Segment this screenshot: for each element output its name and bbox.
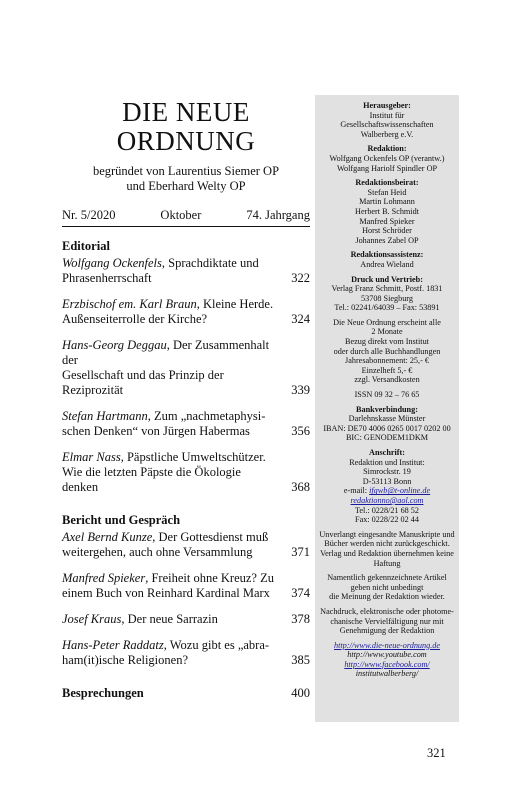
- toc-title-cont: Phrasenherrschaft: [62, 271, 152, 285]
- toc-page: 378: [291, 612, 310, 626]
- imprint-line: Bücher werden nicht zurückgeschickt.: [324, 539, 450, 549]
- toc-title-cont: schen Denken“ von Jürgen Habermas: [62, 424, 250, 438]
- toc-title: , Päpstliche Umweltschützer.: [120, 450, 266, 464]
- druck-lines: [318, 284, 456, 313]
- imprint-line: Herbert B. Schmidt: [355, 206, 419, 216]
- email-link-2[interactable]: redaktionno@aol.com: [350, 495, 424, 505]
- imprint-line: zzgl. Versandkosten: [354, 375, 420, 385]
- imprint-line: Gesellschaftswissenschaften: [340, 120, 434, 130]
- imprint-line: oder durch alle Buchhandlungen: [333, 346, 441, 356]
- imprint-line: Walberberg e.V.: [360, 129, 414, 139]
- imprint-line: Namentlich gekennzeichnete Artikel: [327, 573, 447, 583]
- imprint-line: Tel.: 0228/21 68 52: [354, 505, 419, 515]
- note-manuscripts: [318, 530, 456, 568]
- toc-title-cont: weitergehen, auch ohne Versammlung: [62, 545, 253, 559]
- erscheinung-lines: [318, 318, 456, 385]
- issue-month: Oktober: [160, 208, 202, 222]
- facebook-link[interactable]: http://www.facebook.com/: [344, 659, 430, 669]
- imprint-line: Redaktion und Institut:: [349, 457, 425, 467]
- imprint-line: Verlag Franz Schmitt, Postf. 1831: [331, 284, 443, 294]
- redaktion-label: Redaktion:: [367, 144, 407, 154]
- druck-label: Druck und Vertrieb:: [351, 274, 423, 284]
- imprint-line: Andrea Wieland: [360, 259, 414, 269]
- redaktion-lines: [318, 154, 456, 173]
- imprint-line: Die Neue Ordnung erscheint alle: [333, 317, 441, 327]
- toc-entry: [62, 256, 310, 286]
- toc-entry-besprechungen: Besprechungen 400: [62, 686, 310, 700]
- note-reprint: [318, 607, 456, 636]
- toc-title: , Zum „nachmetaphysi-: [147, 409, 266, 423]
- toc-entry: [62, 612, 310, 627]
- note-opinion: [318, 573, 456, 602]
- toc-entry: [62, 450, 310, 495]
- bericht-entries: [62, 530, 310, 668]
- imprint-line: D-53113 Bonn: [362, 476, 412, 486]
- toc-title: , Freiheit ohne Kreuz? Zu: [145, 571, 274, 585]
- toc-title-cont: Gesellschaft und das Prinzip der Reziprozität: [62, 368, 224, 397]
- imprint-line: Bezug direkt vom Institut: [345, 337, 429, 347]
- imprint-line: die Meinung der Redaktion wieder.: [329, 592, 445, 602]
- toc-page: 322: [291, 271, 310, 285]
- imprint-line: Wolfgang Hariolf Spindler OP: [336, 163, 438, 173]
- imprint-line: Fax: 0228/22 02 44: [355, 515, 419, 525]
- facebook-link-cont[interactable]: institutwalberberg/: [355, 669, 419, 679]
- bank-label: Bankverbindung:: [356, 404, 418, 414]
- toc-title: , Sprachdiktate und: [161, 256, 259, 270]
- imprint-line: BIC: GENODEM1DKM: [345, 433, 429, 443]
- imprint-line: Nachdruck, elektronische oder photome-: [320, 606, 454, 616]
- herausgeber-label: Herausgeber:: [363, 101, 411, 110]
- imprint-line: geben nicht unbedingt: [350, 582, 424, 592]
- toc-title: , Kleine Herde.: [196, 297, 274, 311]
- imprint-line: chanische Vervielfältigung nur mit: [330, 616, 444, 626]
- toc-title: , Der neue Sarrazin: [121, 612, 218, 626]
- toc-title-cont: ham(it)ische Religionen?: [62, 653, 189, 667]
- issue-number: Nr. 5/2020: [62, 208, 116, 222]
- toc-entry: [62, 409, 310, 439]
- website-link[interactable]: http://www.die-neue-ordnung.de: [334, 640, 440, 650]
- imprint-line: Johannes Zabel OP: [355, 235, 419, 245]
- beirat-lines: [318, 188, 456, 246]
- imprint-line: Stefan Heid: [367, 187, 407, 197]
- toc-title-cont: Außenseiterrolle der Kirche?: [62, 312, 208, 326]
- imprint-line: Martin Lohmann: [359, 197, 415, 207]
- toc-author: Elmar Nass: [62, 450, 121, 464]
- email-link-1[interactable]: ifgwb@t-online.de: [369, 486, 431, 496]
- toc-author: Stefan Hartmann: [62, 409, 148, 423]
- imprint-line: IBAN: DE70 4006 0265 0017 0202 00: [323, 423, 451, 433]
- section-heading-bericht: Bericht und Gespräch: [62, 513, 181, 527]
- toc-title-cont: Wie die letzten Päpste die Ökologie denken: [62, 465, 241, 494]
- imprint-line: 53708 Siegburg: [361, 293, 413, 303]
- toc-author: Hans-Peter Raddatz: [62, 638, 164, 652]
- imprint-line: 2 Monate: [371, 327, 403, 337]
- toc-title: , Der Gottesdienst muß: [152, 530, 269, 544]
- toc-entry: [62, 297, 310, 327]
- toc-page: 339: [291, 383, 310, 397]
- toc-entry: [62, 338, 310, 398]
- imprint-line: Jahresabonnement: 25,- €: [345, 356, 429, 366]
- toc-page: 374: [291, 586, 310, 600]
- toc-entry: [62, 530, 310, 560]
- toc-author: Hans-Georg Deggau: [62, 338, 167, 352]
- toc-author: Manfred Spieker: [62, 571, 146, 585]
- toc-entry: [62, 638, 310, 668]
- youtube-link[interactable]: http://www.youtube.com: [347, 650, 427, 660]
- herausgeber-lines: [318, 111, 456, 140]
- imprint-line: Institut für: [369, 110, 405, 120]
- bank-lines: [318, 414, 456, 443]
- toc-title-cont: einem Buch von Reinhard Kardinal Marx: [62, 586, 270, 600]
- beirat-label: Redaktionsbeirat:: [355, 178, 419, 188]
- anschrift-label: Anschrift:: [369, 448, 405, 457]
- assistenz-lines: [318, 260, 456, 270]
- table-of-contents-column: [62, 98, 310, 701]
- page-number: 321: [427, 746, 446, 760]
- journal-title: DIE NEUE ORDNUNG: [116, 97, 256, 156]
- imprint-line: Verlag und Redaktion übernehmen keine: [320, 548, 454, 558]
- imprint-line: Unverlangt eingesandte Manuskripte und: [319, 529, 455, 539]
- imprint-line: Genehmigung der Redaktion: [339, 626, 435, 636]
- toc-author: Axel Bernd Kunze: [62, 530, 153, 544]
- issue-volume: 74. Jahrgang: [246, 208, 310, 222]
- section-heading-editorial: Editorial: [62, 239, 110, 253]
- toc-author: Wolfgang Ockenfels: [62, 256, 162, 270]
- toc-page: 385: [291, 653, 310, 667]
- toc-page: 356: [291, 424, 310, 438]
- imprint-line: Einzelheft 5,- €: [361, 365, 413, 375]
- imprint-line: Simrockstr. 19: [363, 467, 411, 477]
- toc-author: Josef Kraus: [62, 612, 122, 626]
- toc-page: 371: [291, 545, 310, 559]
- journal-founders: begründet von Laurentius Siemer OP und Eberhard Welty OP: [92, 164, 280, 193]
- imprint-line: Manfred Spieker: [359, 216, 415, 226]
- assistenz-label: Redaktionsassistenz:: [350, 250, 424, 260]
- toc-page: 324: [291, 312, 310, 326]
- imprint-line: Wolfgang Ockenfels OP (verantw.): [329, 153, 445, 163]
- imprint-line: Darlehnskasse Münster: [348, 414, 426, 424]
- email-line: e-mail: ifgwb@t-online.de: [343, 486, 431, 496]
- imprint-line: Haftung: [373, 558, 401, 568]
- imprint-sidebar: [315, 95, 459, 722]
- anschrift-lines: [318, 458, 456, 487]
- tel-lines: [318, 506, 456, 525]
- issue-line: [62, 208, 310, 227]
- toc-entry: [62, 571, 310, 601]
- toc-author: Erzbischof em. Karl Braun: [62, 297, 197, 311]
- imprint-line: Horst Schröder: [362, 226, 412, 236]
- issn: ISSN 09 32 – 76 65: [354, 390, 420, 400]
- toc-page: 368: [291, 480, 310, 494]
- imprint-line: Tel.: 02241/64039 – Fax: 53891: [334, 303, 440, 313]
- editorial-entries: [62, 256, 310, 495]
- toc-title: , Wozu gibt es „abra-: [163, 638, 270, 652]
- toc-title: , Der Zusammenhalt der: [62, 338, 270, 367]
